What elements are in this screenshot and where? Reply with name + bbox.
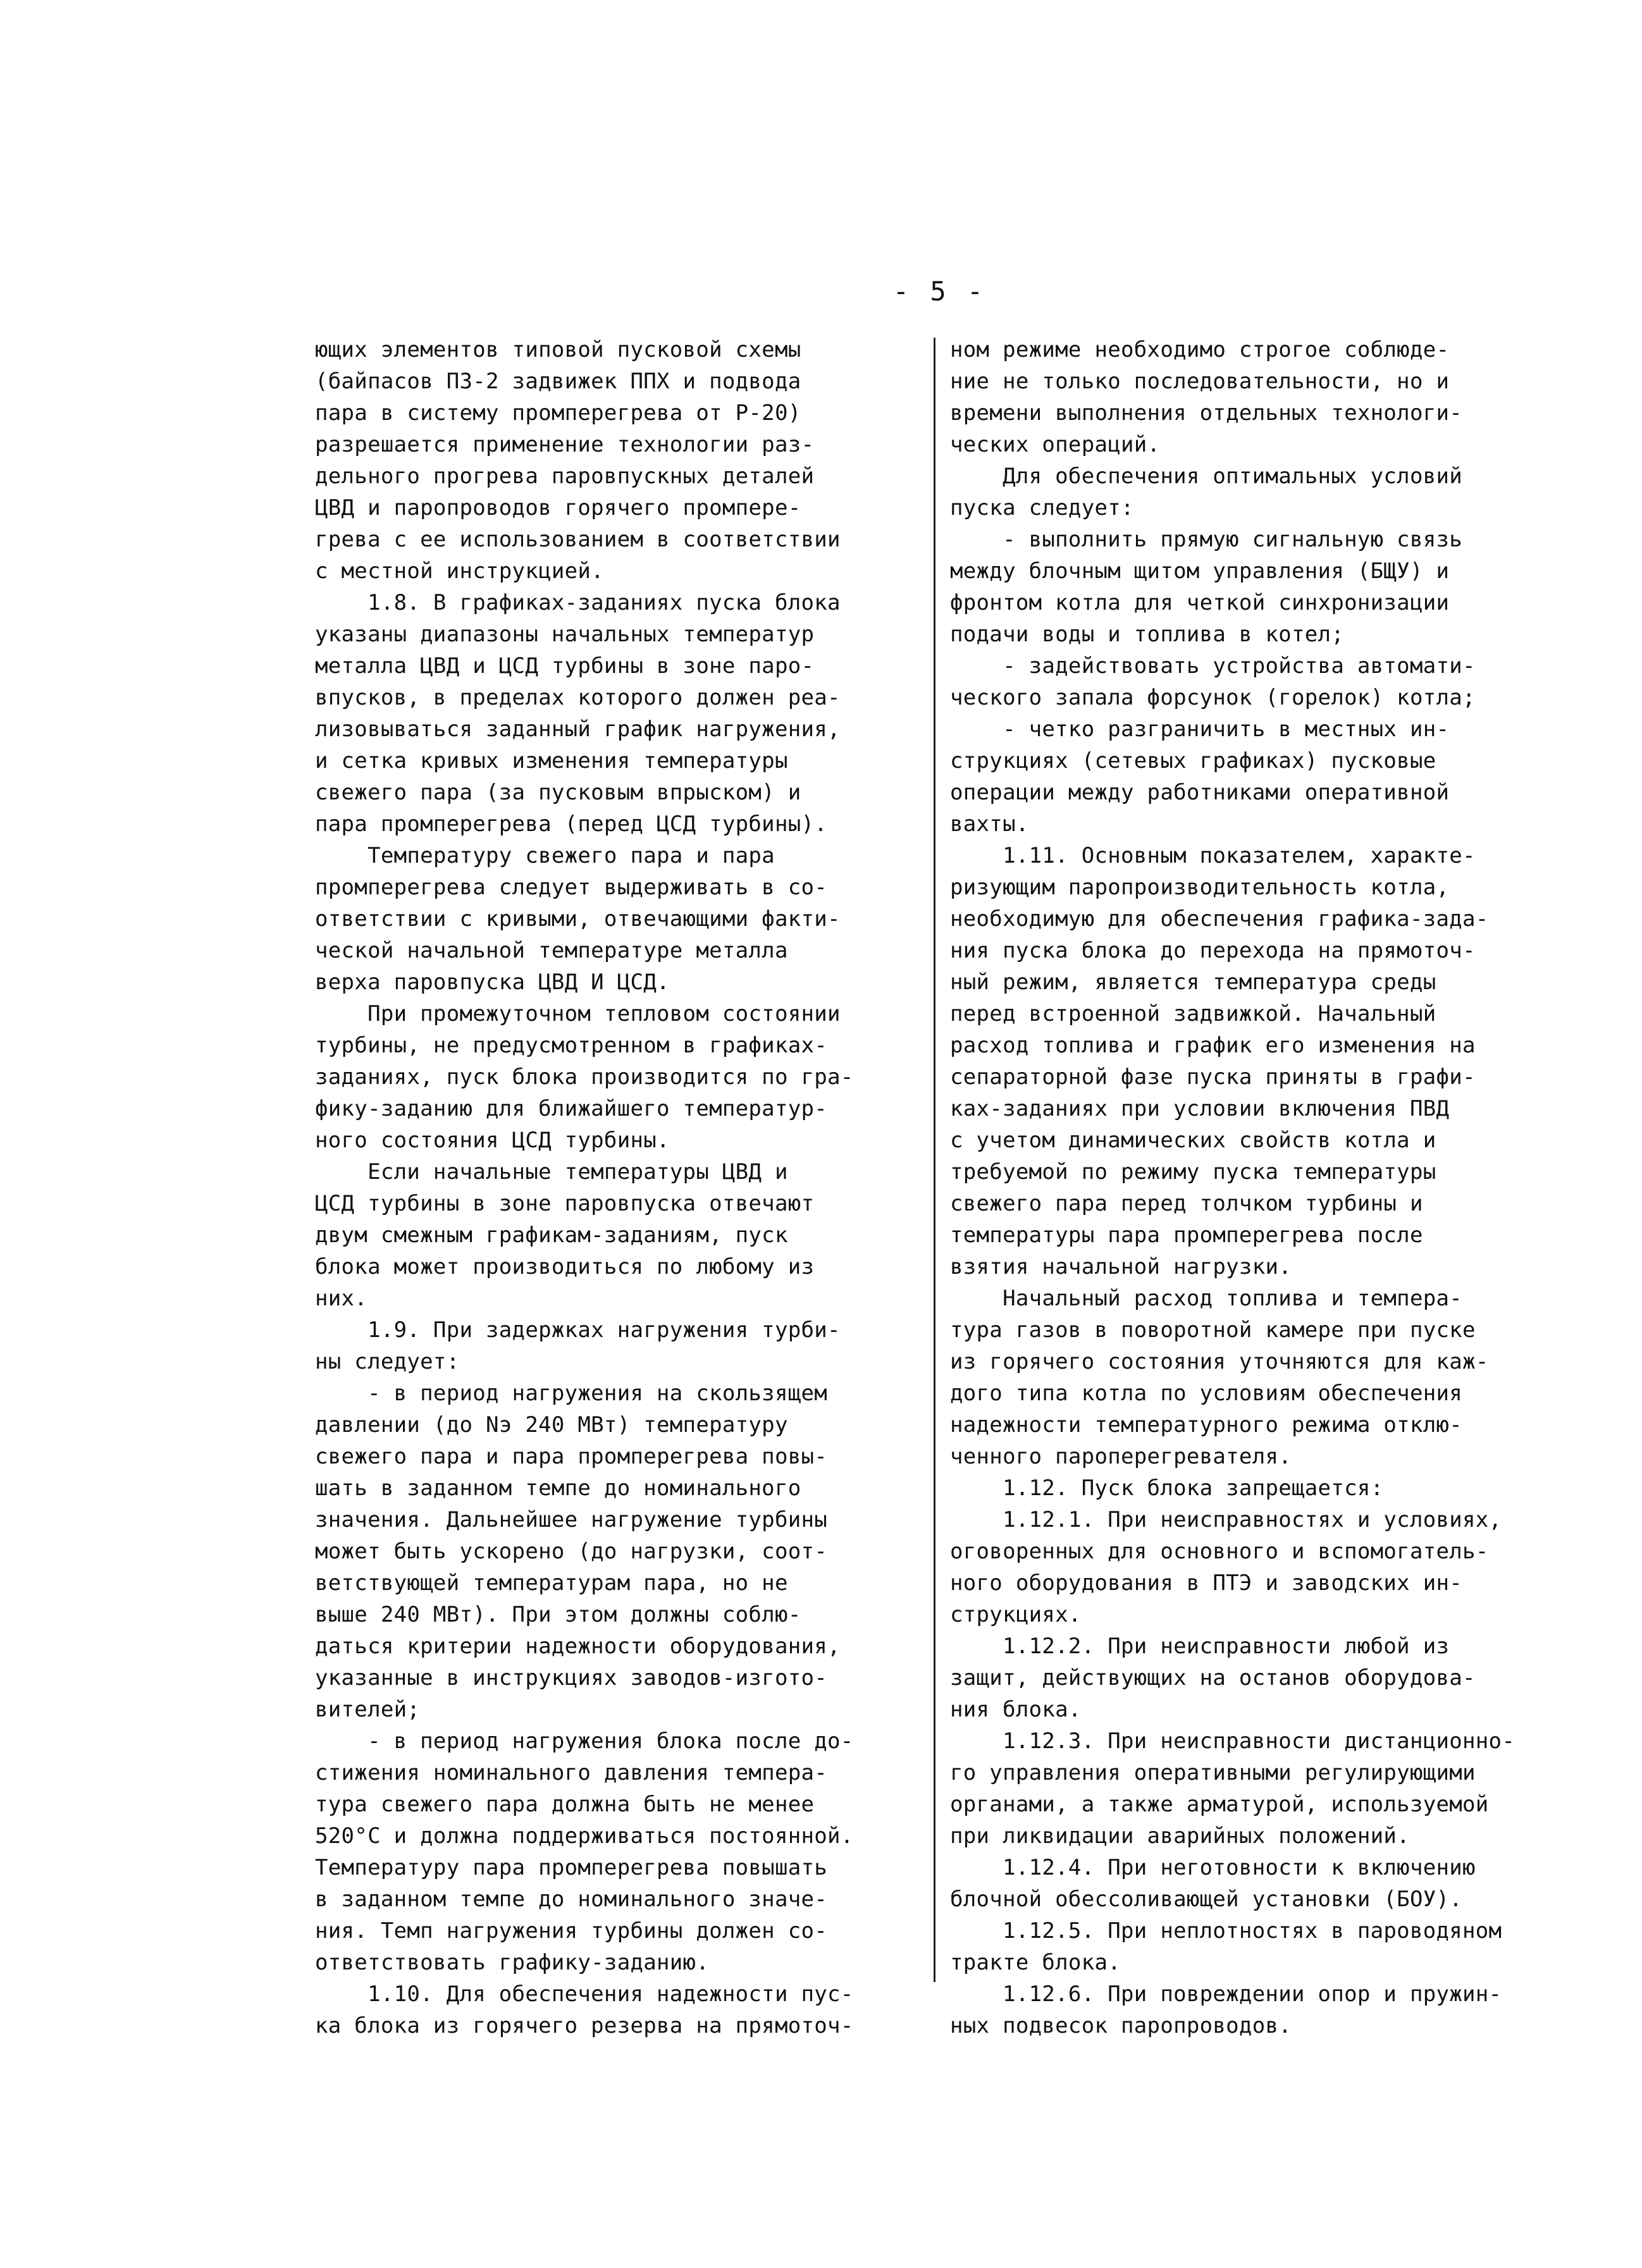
text-line: ческого запала форсунок (горелок) котла; — [950, 685, 1476, 710]
text-line: Если начальные температуры ЦВД и — [315, 1159, 788, 1185]
text-line: ного состояния ЦСД турбины. — [315, 1128, 670, 1153]
text-line: необходимую для обеспечения графика-зада- — [950, 906, 1489, 932]
text-line: ческой начальной температуре металла — [315, 938, 788, 963]
text-line: ном режиме необходимо строгое соблюде- — [950, 337, 1450, 362]
text-line: ния пуска блока до перехода на прямоточ- — [950, 938, 1476, 963]
text-line: вахты. — [950, 811, 1029, 837]
text-line: расход топлива и график его изменения на — [950, 1033, 1476, 1058]
page-number: - 5 - — [892, 276, 986, 307]
text-line: ных подвесок паропроводов. — [950, 2013, 1292, 2038]
text-line: 1.12. Пуск блока запрещается: — [950, 1476, 1384, 1501]
text-line: струкциях. — [950, 1602, 1082, 1627]
text-line: турбины, не предусмотренном в графиках- — [315, 1033, 828, 1058]
text-line: и сетка кривых изменения температуры — [315, 748, 788, 773]
text-line: 1.12.1. При неисправностях и условиях, — [950, 1507, 1502, 1532]
text-line: 1.12.6. При повреждении опор и пружин- — [950, 1981, 1502, 2007]
text-line: из горячего состояния уточняются для каж- — [950, 1349, 1489, 1374]
text-line: заданиях, пуск блока производится по гра- — [315, 1064, 854, 1090]
text-line: ного оборудования в ПТЭ и заводских ин- — [950, 1570, 1463, 1596]
text-line: с местной инструкцией. — [315, 558, 604, 584]
text-line: ченного пароперегревателя. — [950, 1444, 1292, 1469]
text-line: требуемой по режиму пуска температуры — [950, 1159, 1436, 1185]
text-line: - в период нагружения на скользящем — [315, 1381, 828, 1406]
text-line: ния блока. — [950, 1697, 1082, 1722]
text-line: 1.12.3. При неисправности дистанционно- — [950, 1729, 1515, 1754]
text-line: ЦСД турбины в зоне паровпуска отвечают — [315, 1191, 815, 1216]
text-line: 1.12.2. При неисправности любой из — [950, 1634, 1450, 1659]
text-line: ния. Темп нагружения турбины должен со- — [315, 1918, 828, 1944]
text-line: Начальный расход топлива и темпера- — [950, 1286, 1463, 1311]
text-line: значения. Дальнейшее нагружение турбины — [315, 1507, 828, 1532]
text-line: дельного прогрева паровпускных деталей — [315, 464, 815, 489]
text-line: ющих элементов типовой пусковой схемы — [315, 337, 801, 362]
text-line: го управления оперативными регулирующими — [950, 1760, 1476, 1785]
text-line: ответствовать графику-заданию. — [315, 1950, 710, 1975]
text-line: температуры пара промперегрева после — [950, 1223, 1423, 1248]
text-line: сепараторной фазе пуска приняты в графи- — [950, 1064, 1476, 1090]
text-line: надежности температурного режима отклю- — [950, 1412, 1463, 1438]
text-line: защит, действующих на останов оборудова- — [950, 1665, 1476, 1691]
text-line: ризующим паропроизводительность котла, — [950, 875, 1450, 900]
text-line: фику-заданию для ближайшего температур- — [315, 1096, 828, 1121]
text-line: пара промперегрева (перед ЦСД турбины). — [315, 811, 828, 837]
text-line: операции между работниками оперативной — [950, 780, 1450, 805]
text-line: свежего пара перед толчком турбины и — [950, 1191, 1423, 1216]
text-line: Температуру пара промперегрева повышать — [315, 1855, 828, 1880]
text-line: 1.8. В графиках-заданиях пуска блока — [315, 590, 841, 615]
text-line: ЦВД и паропроводов горячего промпере- — [315, 495, 801, 521]
text-line: двум смежным графикам-заданиям, пуск — [315, 1223, 788, 1248]
text-line: вителей; — [315, 1697, 421, 1722]
text-line: - в период нагружения блока после до- — [315, 1729, 854, 1754]
right-text-column — [950, 334, 1557, 2042]
text-line: ный режим, является температура среды — [950, 970, 1436, 995]
text-line: ние не только последовательности, но и — [950, 369, 1450, 394]
text-line: оговоренных для основного и вспомогатель- — [950, 1539, 1489, 1564]
text-line: блочной обессоливающей установки (БОУ). — [950, 1887, 1463, 1912]
text-line: ка блока из горячего резерва на прямоточ- — [315, 2013, 854, 2038]
text-line: взятия начальной нагрузки. — [950, 1254, 1292, 1279]
text-line: при ликвидации аварийных положений. — [950, 1823, 1410, 1849]
text-line: 1.12.4. При неготовности к включению — [950, 1855, 1476, 1880]
text-line: - четко разграничить в местных ин- — [950, 717, 1450, 742]
text-line: - задействовать устройства автомати- — [950, 653, 1476, 679]
text-line: 1.12.5. При неплотностях в пароводяном — [950, 1918, 1502, 1944]
text-line: них. — [315, 1286, 368, 1311]
text-line: лизовываться заданный график нагружения, — [315, 717, 841, 742]
text-line: разрешается применение технологии раз- — [315, 432, 815, 457]
text-line: органами, а также арматурой, используемой — [950, 1792, 1489, 1817]
text-line: стижения номинального давления темпера- — [315, 1760, 828, 1785]
text-line: ны следует: — [315, 1349, 460, 1374]
text-line: пуска следует: — [950, 495, 1134, 521]
text-line: 1.10. Для обеспечения надежности пус- — [315, 1981, 854, 2007]
text-line: При промежуточном тепловом состоянии — [315, 1001, 841, 1026]
text-line: тура свежего пара должна быть не менее — [315, 1792, 815, 1817]
text-line: Температуру свежего пара и пара — [315, 843, 775, 868]
left-text-column — [315, 334, 917, 2042]
text-line: подачи воды и топлива в котел; — [950, 622, 1345, 647]
text-line: с учетом динамических свойств котла и — [950, 1128, 1436, 1153]
text-line: между блочным щитом управления (БЩУ) и — [950, 558, 1450, 584]
text-line: грева с ее использованием в соответствии — [315, 527, 841, 552]
text-line: верха паровпуска ЦВД И ЦСД. — [315, 970, 670, 995]
text-line: даться критерии надежности оборудования, — [315, 1634, 841, 1659]
text-line: пара в систему промперегрева от Р-20) — [315, 400, 801, 426]
text-line: тракте блока. — [950, 1950, 1121, 1975]
text-line: ках-заданиях при условии включения ПВД — [950, 1096, 1450, 1121]
text-line: перед встроенной задвижкой. Начальный — [950, 1001, 1436, 1026]
text-line: шать в заданном темпе до номинального — [315, 1476, 801, 1501]
column-divider — [934, 338, 935, 1982]
text-line: впусков, в пределах которого должен реа- — [315, 685, 841, 710]
text-line: струкциях (сетевых графиках) пусковые — [950, 748, 1436, 773]
text-line: 520°С и должна поддерживаться постоянной. — [315, 1823, 854, 1849]
text-line: может быть ускорено (до нагрузки, соот- — [315, 1539, 828, 1564]
text-line: - выполнить прямую сигнальную связь — [950, 527, 1463, 552]
text-line: ветствующей температурам пара, но не — [315, 1570, 788, 1596]
text-line: 1.9. При задержках нагружения турби- — [315, 1317, 841, 1343]
text-line: блока может производиться по любому из — [315, 1254, 815, 1279]
text-line: металла ЦВД и ЦСД турбины в зоне паро- — [315, 653, 815, 679]
text-line: указанные в инструкциях заводов-изгото- — [315, 1665, 828, 1691]
text-line: давлении (до Nэ 240 МВт) температуру — [315, 1412, 788, 1438]
text-line: Для обеспечения оптимальных условий — [950, 464, 1463, 489]
text-line: ответствии с кривыми, отвечающими факти- — [315, 906, 841, 932]
text-line: промперегрева следует выдерживать в со- — [315, 875, 828, 900]
text-line: выше 240 МВт). При этом должны соблю- — [315, 1602, 801, 1627]
text-line: тура газов в поворотной камере при пуске — [950, 1317, 1476, 1343]
text-line: (байпасов ПЗ-2 задвижек ППХ и подвода — [315, 369, 801, 394]
text-line: ческих операций. — [950, 432, 1161, 457]
text-line: в заданном темпе до номинального значе- — [315, 1887, 828, 1912]
text-line: 1.11. Основным показателем, характе- — [950, 843, 1476, 868]
text-line: времени выполнения отдельных технологи- — [950, 400, 1463, 426]
text-line: указаны диапазоны начальных температур — [315, 622, 815, 647]
text-line: свежего пара (за пусковым впрыском) и — [315, 780, 801, 805]
text-line: свежего пара и пара промперегрева повы- — [315, 1444, 828, 1469]
text-line: дого типа котла по условиям обеспечения — [950, 1381, 1463, 1406]
text-line: фронтом котла для четкой синхронизации — [950, 590, 1450, 615]
